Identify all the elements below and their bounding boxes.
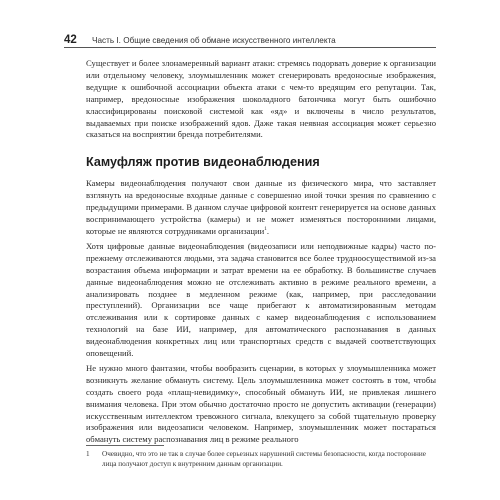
footnote-text: Очевидно, что это не так в случае более серьезных нарушений системы безопасности, когда посторонние лица получают доступ к внутренним данным организации.	[102, 450, 426, 468]
paragraph: Хотя цифровые данные видеонаблюдения (видеозаписи или неподвижные кадры) часто по-прежнему отслеживаются людьми, эта задача становится все более трудноосуществимой из-за возрастания объема информации и затрат времени на ее обработку. В большинстве случаев данные видеонаблюдения можно не отслеживать активно в режиме реального времени, а анализировать позднее в медленном режиме (как, например, при расследовании преступлений). Организации все чаще прибегают к автоматизированным методам отслеживания или к сортировке данных с камер видеонаблюдения с использованием технологий на базе ИИ, например, для автоматического распознавания в данных видеонаблюдения конкретных лиц или транспортных средств с выдачей соответствующих оповещений.	[86, 240, 436, 359]
footnote-mark: 1	[86, 450, 90, 458]
footnote	[86, 449, 436, 469]
paragraph: Не нужно много фантазии, чтобы вообразить сценарии, в которых у злоумышленника может возникнуть желание обмануть систему. Цель злоумышленника может состоять в том, чтобы создать своего рода «плащ-невидимку», способный обмануть ИИ, не привлекая лишнего внимания человека. При этом обычно достаточно просто не допустить активации (генерации) искусственным интеллектом тревожного сигнала, влекущего за собой тщательную проверку изображения или видеозаписи человеком. Например, злоумышленник может постараться обмануть систему распознавания лиц в режиме реального	[86, 362, 436, 445]
page-number: 42	[64, 34, 77, 46]
paragraph: Существует и более злонамеренный вариант атаки: стремясь подорвать доверие к организации или отдельному человеку, злоумышленник может сгенерировать вредоносные изображения, ведущие к ошибочной ассоциации объекта атаки с чем-то вредящим его репутации. Так, например, вредоносные изображения шоколадного батончика могут быть ошибочно классифицированы поисковой системой как «яд» и включены в число результатов, выдаваемых при поиске изображений ядов. Даже такая неявная ассоциация может серьезно сказаться на восприятии бренда потребителями.	[86, 58, 436, 140]
paragraph: Камеры видеонаблюдения получают свои данные из физического мира, что заставляет взглянуть на вредоносные входные данные с совершенно иной точки зрения по сравнению с предыдущими примерами. В данном случае цифровой контент генерируется на основе данных воспринимающего устройства (камеры) и не может изменяться посторонними лицами, которые не являются сотрудниками организации$^1$.	[86, 178, 436, 236]
running-head: Часть I. Общие сведения об обмане искусственного интеллекта	[92, 36, 336, 45]
page-header	[64, 28, 436, 46]
body-text	[86, 58, 436, 446]
footnote-reference[interactable]: 1	[264, 226, 267, 233]
footnote-rule	[86, 445, 164, 446]
section-title: Камуфляж против видеонаблюдения	[86, 155, 320, 170]
header-rule	[64, 47, 436, 48]
paragraph-text: Камеры видеонаблюдения получают свои данные из физического мира, что заставляет взглянуть на вредоносные входные данные с совершенно иной точки зрения по сравнению с предыдущими примерами. В данном случае цифровой контент генерируется на основе данных воспринимающего устройства (камеры) и не может изменяться посторонними лицами, которые не являются сотрудниками организации	[86, 178, 436, 236]
